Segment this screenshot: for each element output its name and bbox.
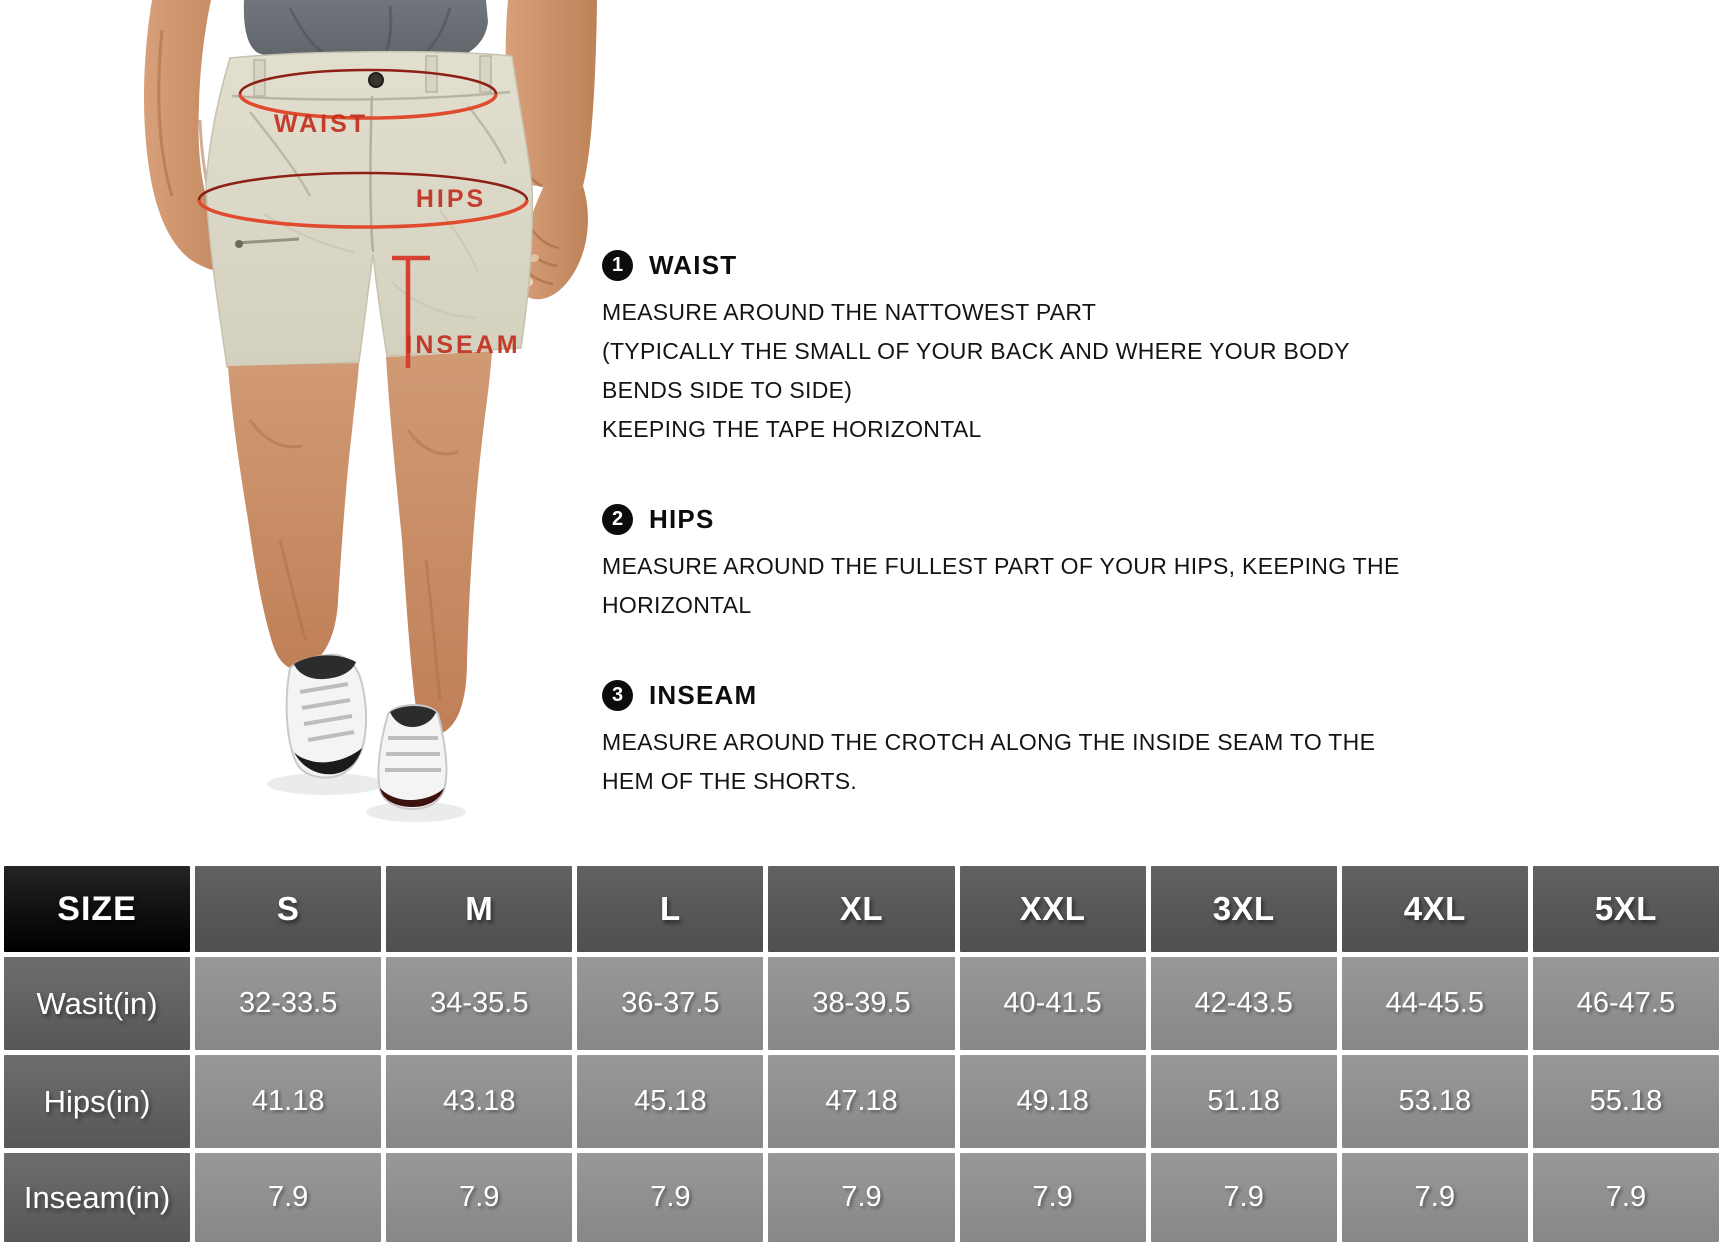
table-cell-waist-3xl: 42-43.5	[1151, 957, 1337, 1050]
table-cell-waist-xxl: 40-41.5	[960, 957, 1146, 1050]
instruction-line: HORIZONTAL	[602, 592, 752, 618]
instruction-section-hips	[602, 497, 1400, 625]
table-cell-inseam-m: 7.9	[386, 1153, 572, 1242]
step-1-badge: 1	[602, 250, 633, 281]
table-cell-waist-5xl: 46-47.5	[1533, 957, 1719, 1050]
step-1-title: WAIST	[649, 249, 738, 280]
table-cell-inseam-s: 7.9	[195, 1153, 381, 1242]
header-cell-l: L	[577, 866, 763, 952]
table-cell-waist-m: 34-35.5	[386, 957, 572, 1050]
table-cell-inseam-3xl: 7.9	[1151, 1153, 1337, 1242]
table-cell-waist-s: 32-33.5	[195, 957, 381, 1050]
step-2-title: HIPS	[649, 503, 715, 534]
table-cell-hips-s: 41.18	[195, 1055, 381, 1148]
instruction-section-waist	[602, 243, 1372, 449]
header-cell-m: M	[386, 866, 572, 952]
instruction-line: MEASURE AROUND THE FULLEST PART OF YOUR HIPS, KEEPING THE	[602, 553, 1400, 579]
step-3-badge: 3	[602, 680, 633, 711]
instruction-heading-inseam	[602, 673, 1372, 717]
table-cell-hips-xxl: 49.18	[960, 1055, 1146, 1148]
table-cell-hips-l: 45.18	[577, 1055, 763, 1148]
instruction-line: (TYPICALLY THE SMALL OF YOUR BACK AND WHERE YOUR BODY	[602, 338, 1350, 364]
step-3-title: INSEAM	[649, 679, 758, 710]
instruction-section-inseam	[602, 673, 1376, 801]
table-cell-hips-5xl: 55.18	[1533, 1055, 1719, 1148]
table-cell-hips-m: 43.18	[386, 1055, 572, 1148]
table-cell-inseam-xl: 7.9	[768, 1153, 954, 1242]
table-cell-waist-l: 36-37.5	[577, 957, 763, 1050]
hips-annotation-label: HIPS	[415, 185, 487, 213]
belt-loop	[254, 60, 265, 96]
waist-annotation-label: WAIST	[273, 110, 369, 138]
table-cell-waist-4xl: 44-45.5	[1342, 957, 1528, 1050]
table-cell-hips-4xl: 53.18	[1342, 1055, 1528, 1148]
measuring-instructions	[602, 243, 1400, 849]
product-photo	[140, 0, 600, 862]
instruction-line: MEASURE AROUND THE NATTOWEST PART	[602, 299, 1097, 325]
header-cell-size: SIZE	[4, 866, 190, 952]
header-cell-4xl: 4XL	[1342, 866, 1528, 952]
header-cell-5xl: 5XL	[1533, 866, 1719, 952]
inseam-annotation-label: INSEAM	[405, 331, 521, 359]
left-leg	[228, 363, 359, 669]
instruction-line: MEASURE AROUND THE CROTCH ALONG THE INSIDE SEAM TO THE	[602, 729, 1376, 755]
instruction-line: BENDS SIDE TO SIDE)	[602, 377, 853, 403]
table-cell-hips-xl: 47.18	[768, 1055, 954, 1148]
table-cell-hips-3xl: 51.18	[1151, 1055, 1337, 1148]
header-cell-xl: XL	[768, 866, 954, 952]
header-cell-3xl: 3XL	[1151, 866, 1337, 952]
row-label-inseam: Inseam(in)	[4, 1153, 190, 1242]
instruction-line: KEEPING THE TAPE HORIZONTAL	[602, 416, 982, 442]
step-2-badge: 2	[602, 504, 633, 535]
instruction-line: HEM OF THE SHORTS.	[602, 768, 858, 794]
instruction-heading-waist	[602, 243, 1372, 287]
row-label-waist: Wasit(in)	[4, 957, 190, 1050]
table-cell-inseam-xxl: 7.9	[960, 1153, 1146, 1242]
zip-pull	[235, 240, 243, 248]
table-cell-inseam-4xl: 7.9	[1342, 1153, 1528, 1242]
person-illustration	[140, 0, 600, 862]
instruction-heading-hips	[602, 497, 1372, 541]
table-cell-inseam-5xl: 7.9	[1533, 1153, 1719, 1242]
table-cell-waist-xl: 38-39.5	[768, 957, 954, 1050]
table-cell-inseam-l: 7.9	[577, 1153, 763, 1242]
shorts-button	[369, 73, 383, 87]
row-label-hips: Hips(in)	[4, 1055, 190, 1148]
header-cell-s: S	[195, 866, 381, 952]
size-table	[0, 862, 1723, 1246]
header-cell-xxl: XXL	[960, 866, 1146, 952]
